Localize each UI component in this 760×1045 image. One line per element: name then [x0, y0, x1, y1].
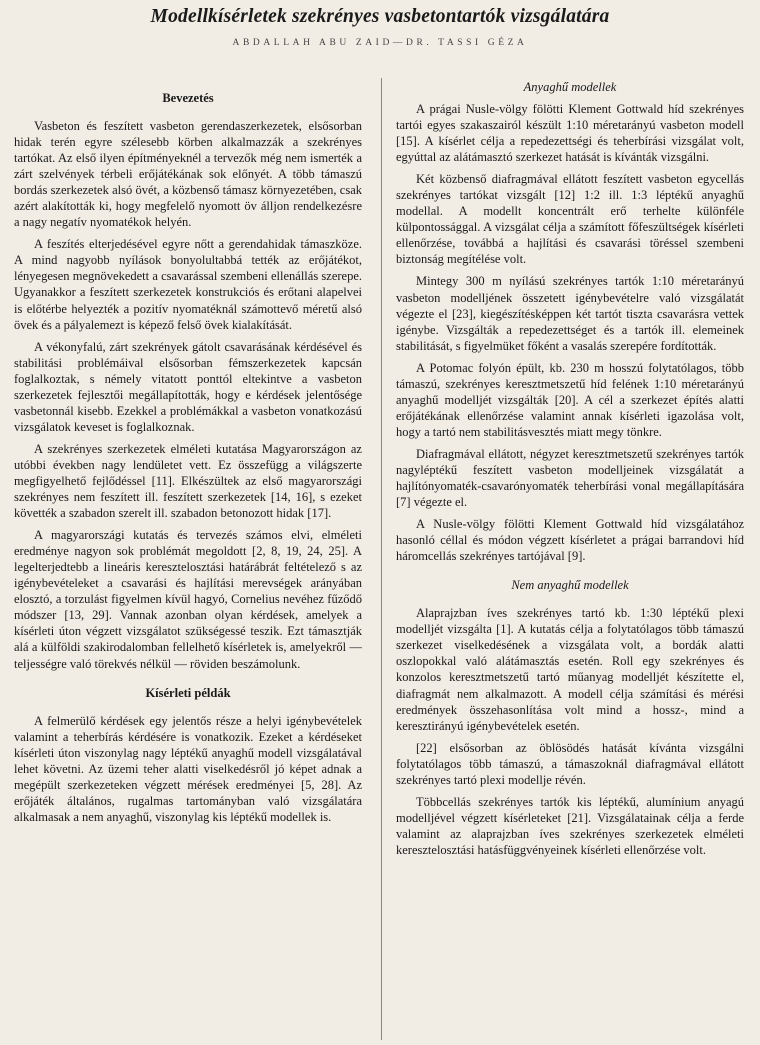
paragraph: Két közbenső diafragmával ellátott feszített vasbeton egycellás szekrényes tartókat vizsgált [12] 1:2 ill. 1:3 léptékű anyaghű modellal. A modellt koncentrált erő terhelte különféle külpontossággal. A vizsgálat célja a számított főfeszültségek kísérleti ellenőrzése, továbbá a hajlítási és csavarási töréssel szembeni biztonság megítélése volt.	[396, 172, 744, 267]
paragraph: A feszítés elterjedésével egyre nőtt a gerendahidak támaszköze. A mind nagyobb nyílások bonyolultabbá tették az erőjátékot, lényegesen megnövekedett a csavarással szembeni ellenállás szerepe. Ugyanakkor a feszített szerkezetek konstrukciós és erőtani alapelvei is előtérbe helyezték a pozitív nyomatéknál számottevő méretű alsó övek és a pályalemezt is képező felső övek kialakítását.	[14, 237, 362, 332]
paragraph: [22] elsősorban az öblösödés hatását kívánta vizsgálni folytatólagos több támaszú, a támaszoknál diafragmával ellátott szekrényes tartó plexi modellje révén.	[396, 740, 744, 787]
section-heading-anyaghu-modellek: Anyaghű modellek	[523, 80, 617, 94]
paragraph: A szekrényes szerkezetek elméleti kutatása Magyarországon az utóbbi években nagy lendületet vett. Ez összefügg a világszerte megfigyelhető fejlődéssel [11]. Elkészültek az első magyarországi szekrényes nem feszített ill. feszített szerkezetek [14, 16], s ezeket követték a szabadon szerelt ill. szabadon betonozott hidak [17].	[14, 441, 362, 521]
right-column	[396, 78, 744, 1043]
section-heading-bevezetes: Bevezetés	[162, 91, 214, 105]
paragraph: A Nusle-völgy fölötti Klement Gottwald híd vizsgálatához hasonló céllal és módon végzett kísérletet a prágai barrandovi híd háromcellás szekrényes tartójával [9].	[396, 517, 744, 564]
paragraph: Vasbeton és feszített vasbeton gerendaszerkezetek, elsősorban hidak terén egyre szélesebb körben alkalmazzák a szekrényes tartókat. Az első ilyen építményeknél a tervezők még nem ismerték a zárt szelvények térbeli erőjátékának sok előnyét. A több támaszú bordás szerkezetek alsó övét, a közbenső támasz környezetében, csak azért alakították ki, hogy megfelelő nyomott öv álljon rendelkezésre a nagy negatív nyomatékok helyén.	[14, 119, 362, 230]
paragraph: Többcellás szekrényes tartók kis léptékű, alumínium anyagú modelljével végzett kísérleteket [21]. Vizsgálatainak célja a ferde valamint az alaprajzban íves szekrényes szerkezetek elméleti keresztelosztási hatásfüggvényeinek kísérleti ellenőrzése volt.	[396, 794, 744, 857]
paragraph: A felmerülő kérdések egy jelentős része a helyi igénybevételek valamint a teherbírás kérdésére is vonatkozik. Ezeket a kérdéseket kísérleti úton viszonylag nagy léptékű anyaghű modell vizsgálatával lehet követni. Az üzemi teher alatti viselkedésről jó képet adnak a megépült szerkezeteken végzett mérések eredményei [5, 28]. Az erőjáték általános, rugalmas tartományban való vizsgálatára alkalmasak a nem anyaghű, viszonylag kis léptékű modellek is.	[14, 713, 362, 824]
article-authors: ABDALLAH ABU ZAID—DR. TASSI GÉZA	[232, 38, 528, 48]
paragraph: Mintegy 300 m nyílású szekrényes tartók 1:10 méretarányú vasbeton modelljének összetett igénybevételre való vizsgálatát végezte el [23], kiegészítésképpen két tartót tiszta csavarásra vettek igénybe. Vizsgálták a repedezettséget és a tartók ill. elemeinek stabilitását, s figyelmüket főként a vasalás szerepére fordították.	[396, 274, 744, 353]
paragraph: A Potomac folyón épült, kb. 230 m hosszú folytatólagos, több támaszú, szekrényes keresztmetszetű híd felének 1:10 méretarányú anyaghű modelljét vizsgálták [20]. A cél a szerkezet építés alatti erőjátékának ellenőrzése valamint annak kísérleti igazolása volt, hogy a tartó nem stabilitásvesztés miatt megy tönkre.	[396, 360, 744, 439]
paragraph: A vékonyfalú, zárt szekrények gátolt csavarásának kérdésével és stabilitási problémáival elsősorban fémszerkezetek kapcsán foglalkoztak, s némely vitatott ponttól eltekintve a vasbeton szerkezetek fejlesztői megállapították, hogy e kérdések jelentősége vasbetonnál kisebb. Ezekkel a problémákkal a vasbeton vonatkozású vizsgálatok keveset is foglalkoznak.	[14, 339, 362, 434]
section-heading-kiserleti-peldak: Kísérleti példák	[145, 685, 231, 700]
left-column	[14, 78, 362, 1043]
column-divider	[381, 78, 382, 1040]
article-title: Modellkísérletek szekrényes vasbetontartók vizsgálatára	[150, 6, 610, 27]
paragraph: A magyarországi kutatás és tervezés számos elvi, elméleti eredménye nagyon sok problémát megoldott [2, 8, 19, 24, 25]. A legelterjedtebb a lineáris keresztelosztási határábrát feltételező s az igénybevételeket a csavarási és hajlítási merevségek arányában elosztó, a torzulást figyelmen kívül hagyó, Cornelius nevéhez fűződő módszer [13, 29]. Vannak azonban olyan kérdések, amelyek a kísérleti úton végzett vizsgálatot szükségessé teszik. Ezt támasztják alá a külföldi szakirodalomban fellelhető kísérletek is, amelyekről — teljességre való törekvés nélkül — röviden beszámolunk.	[14, 528, 362, 671]
paragraph: Diafragmával ellátott, négyzet keresztmetszetű szekrényes tartók nagyléptékű feszített vasbeton modelljeinek vizsgálatát a hajlítónyomaték-csavarónyomaték teherbírási vonal megállapítására [7] végezte el.	[396, 446, 744, 510]
paragraph: A prágai Nusle-völgy fölötti Klement Gottwald híd szekrényes tartói egyes szakaszairól készült 1:10 méretarányú vasbeton modell [15]. A kísérlet célja a repedezettségi és teherbírási vizsgálat volt, egyúttal az alátámasztó szerkezet hatását is kívánták vizsgálni.	[396, 102, 744, 165]
section-heading-nem-anyaghu-modellek: Nem anyaghű modellek	[511, 578, 629, 593]
paragraph: Alaprajzban íves szekrényes tartó kb. 1:30 léptékű plexi modelljét vizsgálta [1]. A kutatás célja a folytatólagos több támaszú szerkezet viselkedésének a vizsgálata volt, a bordák alatti oszlopokkal való alátámasztás esetén. Roll egy szekrényes és konzolos keresztmetszetű tartó műanyag modelljét készítette el, diafragmát nem alkalmazott. A modell célja számítási és mérési eredmények összehasonlítása volt mind a hossz-, mind a keresztirányú igénybevételek esetén.	[396, 606, 744, 733]
